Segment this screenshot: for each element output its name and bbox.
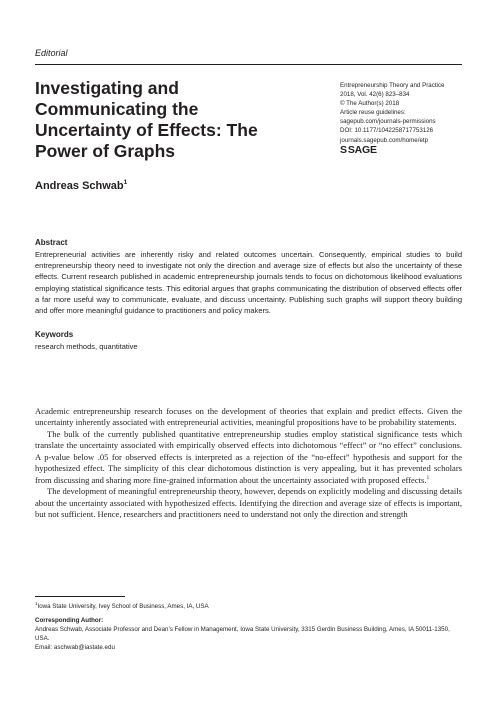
journal-name: Entrepreneurship Theory and Practice bbox=[340, 82, 445, 89]
section-label: Editorial bbox=[35, 48, 68, 58]
abstract-heading: Abstract bbox=[35, 238, 68, 247]
author-footnote-mark: 1 bbox=[123, 179, 128, 186]
footnote-rule bbox=[35, 596, 125, 597]
corresponding-email[interactable]: Email: aschwab@iastate.edu bbox=[35, 644, 115, 651]
copyright-line: © The Author(s) 2018 bbox=[340, 100, 400, 108]
body-paragraph-text: The bulk of the currently published quantitative entrepreneurship studies employ statistical significance tests which translate the uncertainty associated with empirically observed effects into dichotomous “effect” or “no effect” conclusions. A p-value below .05 for observed effects is interpreted as a rejection of the “no-effect” hypothesis and support for the hypothesized effect. The simplicity of this clear dichotomous distinction is very appealing, but it has prevented scholars from discussing and sharing more fine-grained information about the uncertainty associated with proposed effects. bbox=[35, 428, 462, 485]
affiliation-footnote bbox=[35, 602, 462, 611]
author-name-text: Andreas Schwab bbox=[35, 180, 124, 192]
permissions-link[interactable]: sagepub.com/journals-permissions bbox=[340, 118, 436, 126]
corresponding-heading: Corresponding Author: bbox=[35, 617, 104, 624]
journal-home-link[interactable]: journals.sagepub.com/home/etp bbox=[340, 136, 429, 144]
corresponding-address: Andreas Schwab, Associate Professor and Dean’s Fellow in Management, Iowa State University, 3315 Gerdin Business Building, Ames, IA 50011-1350, USA. bbox=[35, 626, 450, 642]
affiliation-mark: 1 bbox=[35, 601, 38, 606]
affiliation-text: Iowa State University, Ivey School of Business, Ames, IA, USA bbox=[37, 603, 209, 610]
journal-info bbox=[340, 81, 480, 145]
footnotes bbox=[35, 602, 462, 652]
sage-logo-text: SAGE bbox=[347, 144, 377, 156]
sage-mark-icon: S bbox=[340, 144, 347, 156]
article-title: Investigating and Communicating the Uncertainty of Effects: The Power of Graphs bbox=[35, 78, 258, 161]
body-paragraph: The development of meaningful entrepreneurship theory, however, depends on explicitly modeling and discussing details about the uncertainty associated with hypothesized effects. Identifying the direction and average size of effects is important, but not sufficient. Hence, researchers and practitioners need to understand not only the direction and strength bbox=[35, 486, 462, 520]
author-name bbox=[35, 180, 127, 192]
footnote-mark: 1 bbox=[426, 474, 430, 481]
doi-line[interactable]: DOI: 10.1177/1042258717753126 bbox=[340, 127, 434, 135]
body-paragraph: Academic entrepreneurship research focuses on the development of theories that explain and predict effects. Given the uncertainty inherently associated with entrepreneurial activities, meaningful propositions have to be probability statements. bbox=[35, 406, 462, 428]
sage-logo bbox=[340, 144, 377, 156]
body-paragraph bbox=[35, 429, 462, 486]
header-rule bbox=[35, 64, 462, 65]
keywords-text: research methods, quantitative bbox=[35, 342, 138, 351]
body-text bbox=[35, 406, 462, 521]
journal-volume: 2018, Vol. 42(6) 823–834 bbox=[340, 91, 410, 99]
abstract-text: Entrepreneurial activities are inherently risky and related outcomes uncertain. Consequently, empirical studies to build entrepreneurship theory need to investigate not only the direction and average size of effects but also the uncertainty of these effects. Current research published in academic entrepreneurship journals tends to focus on dichotomous likelihood evaluations employing statistical significance tests. This editorial argues that graphs communicating the distribution of observed effects offer a far more useful way to communicate, evaluate, and discuss uncertainty. Publishing such graphs will support theory building and offer more meaningful guidance to practitioners and policy makers. bbox=[35, 250, 462, 316]
reuse-label: Article reuse guidelines: bbox=[340, 109, 406, 117]
keywords-heading: Keywords bbox=[35, 330, 74, 339]
